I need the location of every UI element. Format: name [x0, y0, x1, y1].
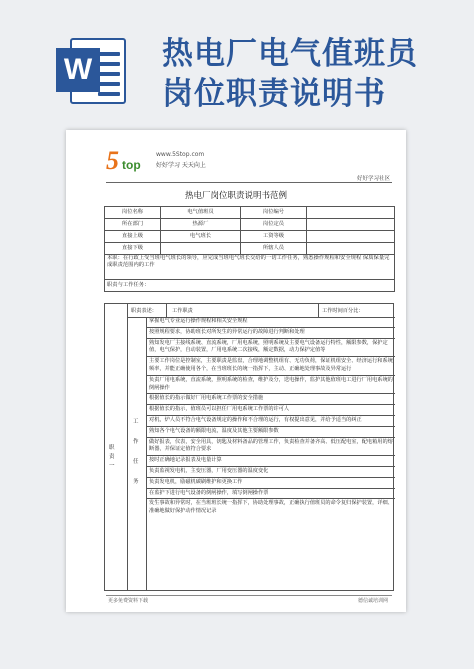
- sub-char: 工: [133, 419, 139, 425]
- word-letter: W: [56, 48, 100, 92]
- table-cell: 电气值班员: [161, 207, 241, 219]
- sub-column: [128, 317, 147, 591]
- footer-left-text: 更多免费资料下载: [108, 598, 149, 604]
- duty-item: 按照规程要求，协助班长对所发生的异常运行的故障进行判断和处理: [147, 328, 395, 339]
- document-preview[interactable]: [66, 130, 406, 612]
- table-row: [105, 207, 395, 219]
- sub-char: 任: [133, 459, 139, 465]
- sub-char: 作: [133, 439, 139, 445]
- title-line-2: 岗位职责说明书: [162, 76, 386, 112]
- duty-item: 做好报表，仪表，安全用具，钥匙及材料备品的管理工作，负责检查并备齐高、低压配电室，配电箱用的熔断器，并保证定值符合要求: [147, 438, 395, 457]
- info-table: [104, 206, 395, 292]
- table-cell: [307, 207, 395, 219]
- table-row: [105, 280, 395, 292]
- sub-char: 务: [133, 479, 139, 485]
- duty-items: [147, 317, 395, 517]
- title-line-1: 热电厂电气值班员: [162, 36, 418, 72]
- divider: [166, 303, 167, 317]
- divider: [318, 303, 319, 317]
- duty-time-label: 工作时间百分比：: [322, 308, 364, 314]
- table-cell: 直接上级: [105, 231, 161, 243]
- duty-task-label: 工作职责: [172, 308, 193, 314]
- duty-item: 在监护下进行电气设备的倒闸操作，填写倒闸操作票: [147, 489, 395, 500]
- duty-item: 按时正确地记录报表及电量计算: [147, 456, 395, 467]
- table-cell: 岗位编号: [241, 207, 307, 219]
- duty-item: 负责发电机，励磁机碳刷维护和更换工作: [147, 478, 395, 489]
- duty-item: 主要工作岗位是控制室，主要职责是监盘，合理地调整机组有、无功负荷，保证机组安全、经济运行和系统频率，并能正确使用各个，在当班班长的统一指挥下，主动、正确地处理事故及异常运行: [147, 357, 395, 376]
- table-cell: 热源厂: [161, 219, 241, 231]
- duties-header-cell: 职责与工作任务：: [105, 280, 395, 292]
- table-cell: 工资等级: [241, 231, 307, 243]
- table-cell: [307, 219, 395, 231]
- table-cell: [307, 243, 395, 255]
- footer-right-text: 德信诚培训网: [357, 598, 388, 604]
- duty-label: 职责一: [109, 445, 115, 469]
- footer-divider: [106, 595, 392, 596]
- table-cell: 所辖人员: [241, 243, 307, 255]
- word-icon: [56, 38, 126, 104]
- table-row: [105, 255, 395, 280]
- table-row: [105, 243, 395, 255]
- duty-section: [104, 303, 394, 591]
- duty-item: 熟知发电厂主接线系统、直流系统，厂用电系统，照明系统及主要电气设备运行特性，额限参数，保护定值，电气保护，自动装置，厂用电系统二次接线，额定数据，动力保护定值等: [147, 339, 395, 358]
- duty-item: 负责厂用电系统，直流系统，照明系统的检查，维护及分，送电操作，监护其他值班电工进行厂用电系统的倒闸操作: [147, 376, 395, 395]
- table-cell: 岗位名称: [105, 207, 161, 219]
- duty-item: 根据值长的指示，值班员可以担任厂用电系统工作票的许可人: [147, 405, 395, 416]
- duty-desc-label: 职责表述：: [131, 308, 157, 314]
- logo-five: 5: [106, 146, 119, 175]
- duty-item: 对机，炉人员不符合电气设备规定的操作和不合理的运行，有权提出意见，并给予适当的纠正: [147, 416, 395, 427]
- form-title: 热电厂岗位职责说明书范例: [184, 191, 287, 201]
- table-row: [105, 219, 395, 231]
- duty-body: [127, 303, 395, 591]
- table-cell: 电气班长: [161, 231, 241, 243]
- duty-item: 发生事故和异常时，在当班班长统一指挥下，协助处理事故，正确执行值班员的命令复归保护装置，详细、准确地做好保护动作情况记录: [149, 500, 393, 515]
- duty-item: 根据值长的指示做好厂用电系统工作票的安全措施: [147, 394, 395, 405]
- table-cell: 直接下级: [105, 243, 161, 255]
- table-cell: [307, 231, 395, 243]
- duty-header-row: [128, 303, 395, 318]
- duty-item: 掌握电气专业运行操作规程和相关安全规程: [147, 317, 395, 328]
- duty-item: 负责监视发电机，主变压器，厂用变压器的温度变化: [147, 467, 395, 478]
- logo-top: top: [122, 158, 141, 172]
- table-cell: 岗位定员: [241, 219, 307, 231]
- header-divider: [106, 182, 392, 183]
- duty-item: 熟知各个电气设备的额限电流，温度及其他主要额限参数: [147, 427, 395, 438]
- table-row: [105, 231, 395, 243]
- table-cell: [161, 243, 241, 255]
- header-right-text: 好好学习社区: [356, 176, 390, 182]
- logo-slogan: 好好学习 天天向上: [156, 162, 206, 169]
- site-logo: [106, 148, 246, 178]
- summary-cell: 本职：在行政上受当班电气班长的领导，应完成当班电气班长交给的一切工作任务，熟悉操作规程和安全规程 保质保量完成职责范围内的工作: [105, 255, 395, 280]
- table-cell: 所在部门: [105, 219, 161, 231]
- logo-url: www.5Stop.com: [156, 151, 205, 158]
- page-title: [162, 34, 462, 114]
